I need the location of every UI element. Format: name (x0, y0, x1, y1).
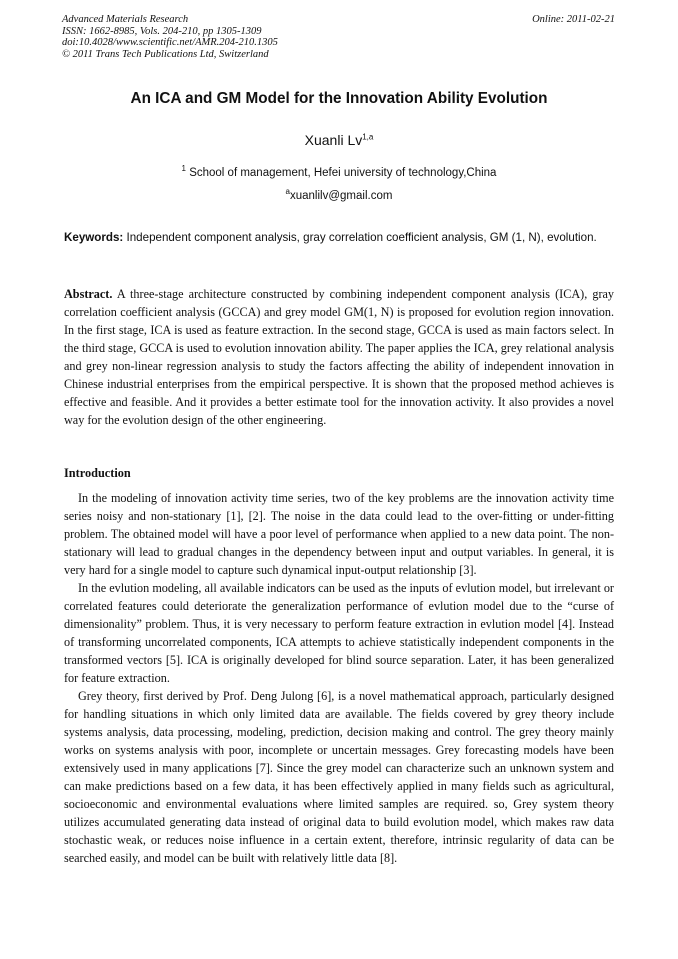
intro-paragraph: In the modeling of innovation activity time series, two of the key problems are the innovation activity time series noisy and non-stationary [1], [2]. The noise in the data could lead to the over-fitting or under-fitting problem. The obtained model will have a poor level of performance when applied to a new data point. The non-stationary will lead to gradual changes in the dependency between input and output variables. In general, it is very hard for a single model to capture such dynamical input-output relationship [3]. (64, 491, 614, 577)
doi: doi:10.4028/www.scientific.net/AMR.204-210.1305 (62, 37, 278, 49)
affiliation-text: School of management, Hefei university of technology,China (189, 167, 497, 179)
keywords (64, 229, 614, 247)
keywords-text: Independent component analysis, gray correlation coefficient analysis, GM (1, N), evolution. (126, 231, 597, 244)
introduction-body (64, 489, 614, 867)
email-line (0, 187, 678, 202)
author-sup: 1,a (362, 132, 374, 142)
email-address[interactable]: xuanlilv@gmail.com (290, 190, 393, 202)
journal-name: Advanced Materials Research (62, 14, 189, 25)
keywords-label: Keywords: (64, 231, 124, 244)
abstract-text: A three-stage architecture constructed by combining independent component analysis (ICA), gray correlation coefficient analysis (GCCA) and grey model GM(1, N) is proposed for evolution region innovation. In the first stage, ICA is used as feature extraction. In the second stage, GCCA is used as main factors select. In the third stage, GCCA is used to evolution innovation ability. The paper applies the ICA, grey relational analysis and grey non-linear regression analysis to study the factors affecting the ability of independent innovation in Chinese industrial enterprises from the empirical perspective. It is shown that the proposed method achieves is effective and feasible. And it provides a better estimate tool for the innovation activity. It also provides a novel way for the evolution design of the other engineering. (64, 287, 615, 427)
affiliation (0, 164, 678, 179)
journal-header (62, 14, 615, 60)
affiliation-sup: 1 (181, 164, 186, 174)
abstract-label: Abstract. (64, 287, 113, 301)
paper-title: An ICA and GM Model for the Innovation Ability Evolution (130, 90, 548, 107)
online-date: Online: 2011-02-21 (532, 14, 615, 25)
email-sup: a (285, 187, 290, 197)
author-name: Xuanli Lv (304, 132, 363, 148)
intro-paragraph: Grey theory, first derived by Prof. Deng Julong [6], is a novel mathematical approach, particularly designed for handling situations in which only limited data are available. The fields covered by grey theory include systems analysis, data processing, modeling, prediction, decision making and control. The grey theory mainly works on systems analysis with poor, incomplete or uncertain messages. Grey forecasting models have been extensively used in many applications [7]. Since the grey model can characterize such an unknown system and can make predictions based on a few data, it has been effectively applied in many fields such as agricultural, socioeconomic and environmental evaluations where limited samples are required. so, Grey system theory utilizes accumulated generating data instead of original data to build evolution model, which makes raw data stochastic weak, or reduces noise influence in a certain extent, therefore, intrinsic regularity of data can be searched easily, and model can be built with relatively little data [8]. (64, 689, 614, 865)
author-line (0, 132, 678, 148)
intro-paragraph: In the evlution modeling, all available indicators can be used as the inputs of evlution model, but irrelevant or correlated features could deteriorate the generalization performance of evlution model due to the “curse of dimensionality” problem. Thus, it is very necessary to perform feature extraction in evlution model [4]. Instead of transforming uncorrelated components, ICA attempts to achieve statistically independent components in the transformed vectors [5]. ICA is originally developed for blind source separation. Later, it has been generalized for feature extraction. (64, 581, 614, 685)
section-heading-introduction: Introduction (64, 466, 131, 480)
copyright: © 2011 Trans Tech Publications Ltd, Switzerland (62, 48, 269, 60)
issn: ISSN: 1662-8985, Vols. 204-210, pp 1305-1309 (62, 25, 262, 37)
abstract (64, 285, 614, 429)
